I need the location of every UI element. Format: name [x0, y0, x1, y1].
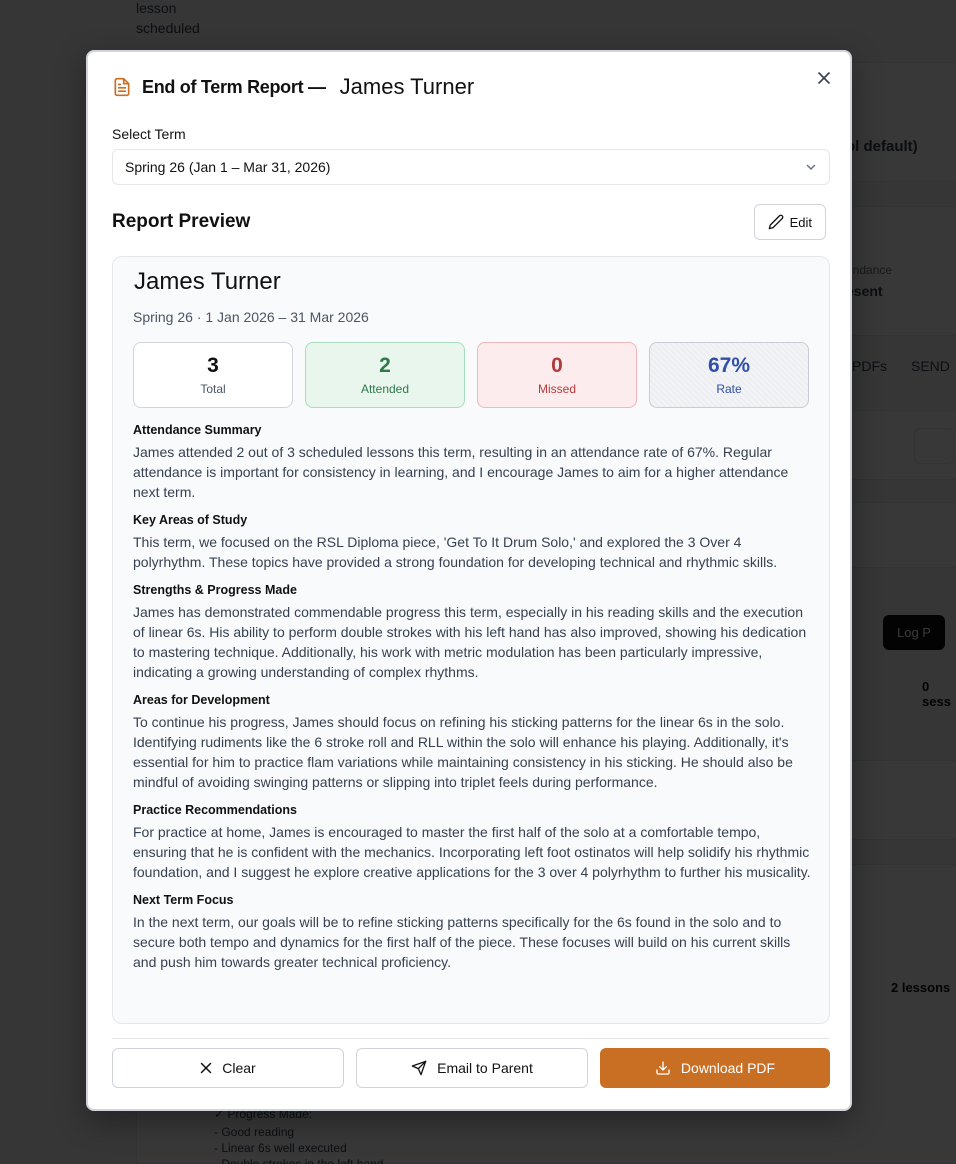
section-heading: Next Term Focus — [133, 893, 234, 907]
email-button-label: Email to Parent — [437, 1060, 533, 1076]
report-modal — [86, 50, 852, 1111]
clear-button[interactable] — [112, 1048, 344, 1088]
stat-missed — [477, 342, 637, 408]
modal-header — [112, 74, 474, 100]
stat-rate — [649, 342, 809, 408]
stat-rate-label: Rate — [716, 382, 742, 396]
term-line: Spring 26 · 1 Jan 2026 – 31 Mar 2026 — [133, 309, 369, 325]
stat-total — [133, 342, 293, 408]
student-name: James Turner — [134, 268, 281, 295]
stat-attended-label: Attended — [360, 382, 410, 396]
section-text: James has demonstrated commendable progress this term, especially in his reading skills and the execution of linear 6s. His ability to perform double strokes with his left hand has also improved, showing his dedication to mastering technique. Additionally, his work with metric modulation has been particularly impressive, indicating a growing understanding of complex rhythms. — [133, 604, 807, 680]
section-heading: Areas for Development — [133, 693, 270, 707]
send-icon — [411, 1060, 427, 1076]
footer-divider — [112, 1038, 830, 1039]
close-icon — [200, 1062, 212, 1074]
stat-missed-label: Missed — [537, 382, 576, 396]
edit-button-label: Edit — [789, 214, 812, 230]
close-icon — [817, 71, 831, 85]
section-heading: Key Areas of Study — [133, 513, 248, 527]
stat-total-label: Total — [200, 382, 226, 396]
report-body — [133, 423, 811, 983]
report-section-next-term — [133, 893, 811, 972]
report-preview — [112, 256, 830, 1024]
close-button[interactable] — [814, 68, 834, 88]
stat-attended — [305, 342, 465, 408]
download-icon — [655, 1060, 671, 1076]
section-heading: Strengths & Progress Made — [133, 583, 297, 597]
edit-button[interactable] — [754, 204, 826, 240]
report-section-strengths — [133, 583, 811, 682]
modal-title-name: James Turner — [339, 74, 475, 99]
report-section-development — [133, 693, 811, 792]
section-heading: Practice Recommendations — [133, 803, 297, 817]
clear-button-label: Clear — [222, 1060, 256, 1076]
term-select[interactable] — [112, 149, 830, 185]
report-section-attendance — [133, 423, 811, 502]
report-preview-title: Report Preview — [112, 211, 251, 232]
stat-attended-value: 2 — [379, 354, 391, 377]
stat-total-value: 3 — [207, 354, 219, 377]
modal-title: End of Term Report — — [142, 76, 326, 97]
modal-footer — [112, 1048, 830, 1088]
download-button-label: Download PDF — [680, 1060, 776, 1076]
pencil-icon — [768, 214, 784, 230]
chevron-down-icon — [805, 161, 817, 173]
report-section-practice — [133, 803, 811, 882]
stat-rate-value: 67% — [707, 354, 751, 377]
section-text: For practice at home, James is encouraged to master the first half of the solo at a comfortable tempo, ensuring that he is confident with the mechanics. Incorporating left foot ostinatos will help solidify his rhythmic foundation, and I suggest he explore creative applications for the 3 over 4 polyrhythm to further his musicality. — [133, 824, 811, 880]
stats-row — [133, 342, 809, 408]
document-icon — [112, 77, 132, 97]
section-text: To continue his progress, James should focus on refining his sticking patterns for the linear 6s in the solo. Identifying rudiments like the 6 stroke roll and RLL within the solo will enhance his playing. Additionally, it's essential for him to practice flam variations while maintaining consistency in his sticking. He should also be mindful of avoiding swinging patterns or slipping into triplet feels during performance. — [133, 714, 793, 790]
email-to-parent-button[interactable] — [356, 1048, 588, 1088]
stat-missed-value: 0 — [551, 354, 563, 377]
section-heading: Attendance Summary — [133, 423, 262, 437]
report-section-key-areas — [133, 513, 811, 572]
section-text: James attended 2 out of 3 scheduled lessons this term, resulting in an attendance rate of 67%. Regular attendance is important for consistency in learning, and I encourage James to aim for a higher attendance next term. — [133, 444, 789, 500]
section-text: This term, we focused on the RSL Diploma piece, 'Get To It Drum Solo,' and explored the 3 Over 4 polyrhythm. These topics have provided a strong foundation for developing technical and rhythmic skills. — [133, 534, 778, 570]
section-text: In the next term, our goals will be to refine sticking patterns specifically for the 6s found in the solo and to secure both tempo and dynamics for the first half of the piece. These focuses will build on his current skills and push him towards greater technical proficiency. — [133, 914, 791, 970]
download-pdf-button[interactable] — [600, 1048, 830, 1088]
term-select-value: Spring 26 (Jan 1 – Mar 31, 2026) — [125, 159, 331, 175]
term-select-label: Select Term — [112, 126, 186, 142]
